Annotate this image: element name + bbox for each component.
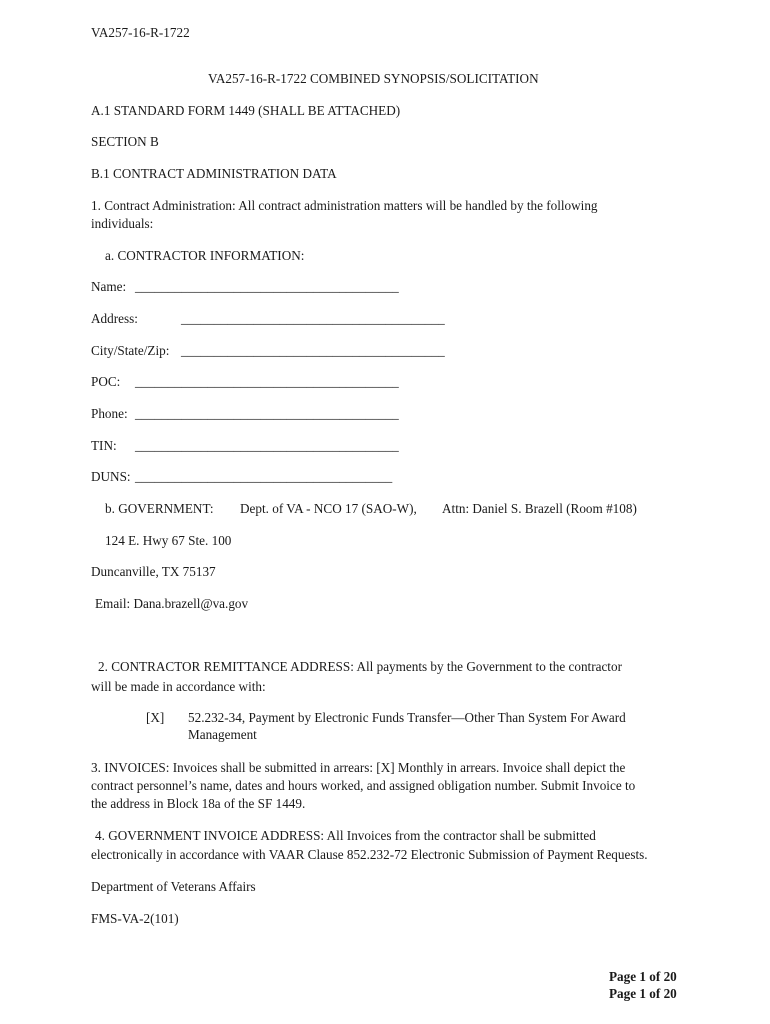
item2-line2: will be made in accordance with: xyxy=(91,679,266,694)
contractor-address-line[interactable]: ________________________________________ xyxy=(181,311,445,326)
document-title: VA257-16-R-1722 COMBINED SYNOPSIS/SOLICITATION xyxy=(208,71,539,86)
section-a1-heading: A.1 STANDARD FORM 1449 (SHALL BE ATTACHED) xyxy=(91,103,401,118)
section-b1-heading: B.1 CONTRACT ADMINISTRATION DATA xyxy=(91,166,337,181)
item4-line1: 4. GOVERNMENT INVOICE ADDRESS: All Invoices from the contractor shall be submitted xyxy=(95,828,596,843)
contractor-duns-line[interactable]: _______________________________________ xyxy=(135,469,393,484)
contractor-city-line[interactable]: ________________________________________ xyxy=(181,343,445,358)
contractor-tin-line[interactable]: ________________________________________ xyxy=(135,438,399,453)
contractor-name-line[interactable]: ________________________________________ xyxy=(135,279,399,294)
header-doc-number: VA257-16-R-1722 xyxy=(91,25,190,40)
section-b-heading: SECTION B xyxy=(91,134,159,149)
item3-line1: 3. INVOICES: Invoices shall be submitted in arrears: [X] Monthly in arrears. Invoice shall depict the xyxy=(91,760,626,775)
invoice-address-line2: FMS-VA-2(101) xyxy=(91,911,179,926)
item3-line3: the address in Block 18a of the SF 1449. xyxy=(91,796,306,811)
contractor-name-label: Name: xyxy=(91,279,127,294)
item2-clause-line2: Management xyxy=(188,727,257,742)
contractor-address-label: Address: xyxy=(91,311,138,326)
contractor-heading: a. CONTRACTOR INFORMATION: xyxy=(105,248,305,263)
item1-line1: 1. Contract Administration: All contract administration matters will be handled by the following xyxy=(91,198,598,213)
government-label: b. GOVERNMENT: xyxy=(105,501,214,516)
contractor-city-label: City/State/Zip: xyxy=(91,343,170,358)
contractor-phone-label: Phone: xyxy=(91,406,128,421)
item2-clause-line1: 52.232-34, Payment by Electronic Funds Transfer—Other Than System For Award xyxy=(188,710,626,725)
footer-page-number-1: Page 1 of 20 xyxy=(609,969,677,984)
government-attn: Attn: Daniel S. Brazell (Room #108) xyxy=(442,501,637,516)
government-dept: Dept. of VA - NCO 17 (SAO-W), xyxy=(240,501,417,516)
contractor-duns-label: DUNS: xyxy=(91,469,131,484)
footer-page-number-2: Page 1 of 20 xyxy=(609,986,677,1001)
government-city: Duncanville, TX 75137 xyxy=(91,564,216,579)
government-street: 124 E. Hwy 67 Ste. 100 xyxy=(105,533,232,548)
item2-checkbox: [X] xyxy=(146,710,165,725)
item3-line2: contract personnel’s name, dates and hours worked, and assigned obligation number. Submit Invoice to xyxy=(91,778,636,793)
contractor-tin-label: TIN: xyxy=(91,438,117,453)
contractor-poc-line[interactable]: ________________________________________ xyxy=(135,374,399,389)
invoice-address-line1: Department of Veterans Affairs xyxy=(91,879,256,894)
item1-line2: individuals: xyxy=(91,216,154,231)
item2-line1: 2. CONTRACTOR REMITTANCE ADDRESS: All payments by the Government to the contractor xyxy=(98,659,622,674)
contractor-phone-line[interactable]: ________________________________________ xyxy=(135,406,399,421)
contractor-poc-label: POC: xyxy=(91,374,121,389)
government-email: Email: Dana.brazell@va.gov xyxy=(95,596,249,611)
item4-line2: electronically in accordance with VAAR Clause 852.232-72 Electronic Submission of Payment Requests. xyxy=(91,847,648,862)
